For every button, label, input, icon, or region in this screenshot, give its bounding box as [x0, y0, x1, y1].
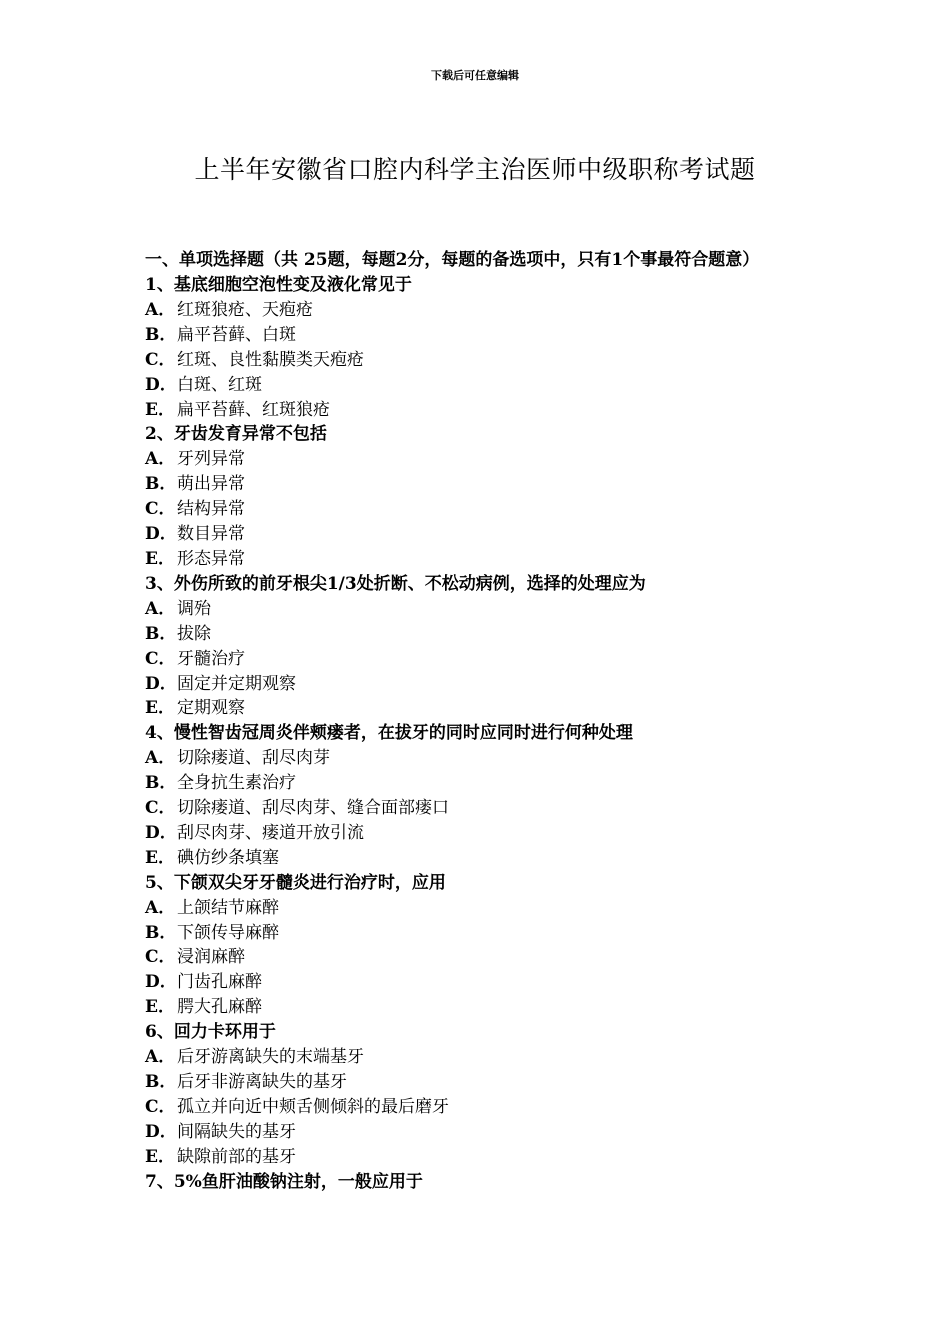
- option-text: 扁平苔藓、红斑狼疮: [177, 399, 330, 420]
- option-text: 形态异常: [177, 548, 245, 569]
- option-text: 上颌结节麻醉: [177, 897, 279, 918]
- option-letter: E．: [145, 997, 175, 1018]
- question-text: 回力卡环用于: [173, 1022, 276, 1043]
- answer-option: [145, 647, 815, 672]
- answer-option: [145, 846, 815, 871]
- option-letter: E．: [145, 1146, 175, 1167]
- option-text: 后牙非游离缺失的基牙: [177, 1072, 347, 1092]
- answer-option: [145, 970, 815, 995]
- question-text: 5%鱼肝油酸钠注射，一般应用于: [173, 1171, 423, 1192]
- page-title: 上半年安徽省口腔内科学主治医师中级职称考试题: [194, 155, 756, 184]
- option-text: 切除瘘道、刮尽肉芽: [177, 748, 330, 769]
- option-letter: C．: [145, 499, 176, 520]
- option-letter: B．: [145, 623, 177, 644]
- option-text: 下颌传导麻醉: [177, 922, 279, 943]
- answer-option: [145, 796, 815, 821]
- question-stem: [145, 721, 815, 746]
- question-number: 7、: [145, 1171, 174, 1192]
- option-letter: A．: [145, 1047, 176, 1068]
- answer-option: [145, 896, 815, 921]
- question-stem: [145, 572, 815, 597]
- option-text: 碘仿纱条填塞: [177, 847, 279, 868]
- question-stem: [145, 422, 815, 447]
- option-letter: E．: [145, 399, 175, 420]
- option-letter: C．: [145, 349, 176, 370]
- option-text: 牙列异常: [177, 449, 245, 470]
- option-text: 调殆: [177, 598, 211, 619]
- option-letter: D．: [145, 524, 177, 545]
- option-text: 后牙游离缺失的末端基牙: [177, 1047, 364, 1068]
- answer-option: [145, 1145, 815, 1170]
- option-text: 定期观察: [177, 698, 245, 719]
- section-heading: 一、单项选择题（共 25题，每题2分，每题的备选项中，只有1个事最符合题意）: [145, 250, 760, 270]
- option-text: 腭大孔麻醉: [177, 997, 262, 1018]
- header-note: 下载后可任意编辑: [431, 69, 519, 82]
- answer-option: [145, 1070, 815, 1095]
- question-stem: [145, 273, 815, 298]
- answer-option: [145, 298, 815, 323]
- question-list: [145, 248, 815, 1195]
- option-text: 白斑、红斑: [177, 374, 262, 395]
- option-letter: E．: [145, 698, 175, 719]
- question-text: 牙齿发育异常不包括: [173, 424, 327, 445]
- option-letter: D．: [145, 374, 177, 395]
- option-text: 红斑、良性黏膜类天疱疮: [177, 349, 364, 370]
- answer-option: [145, 921, 815, 946]
- option-text: 间隔缺失的基牙: [177, 1121, 296, 1142]
- answer-option: [145, 398, 815, 423]
- question-number: 1、: [145, 275, 174, 295]
- question-text: 外伤所致的前牙根尖1/3处折断、不松动病例，选择的处理应为: [173, 573, 646, 594]
- answer-option: [145, 945, 815, 970]
- answer-option: [145, 373, 815, 398]
- option-text: 牙髓治疗: [177, 648, 245, 669]
- option-letter: A．: [145, 598, 176, 619]
- answer-option: [145, 323, 815, 348]
- option-letter: D．: [145, 972, 177, 993]
- option-letter: C．: [145, 947, 176, 968]
- option-letter: E．: [145, 548, 175, 569]
- option-text: 固定并定期观察: [177, 673, 296, 694]
- option-letter: E．: [145, 847, 175, 868]
- answer-option: [145, 447, 815, 472]
- option-letter: A．: [145, 299, 176, 320]
- answer-option: [145, 771, 815, 796]
- option-text: 缺隙前部的基牙: [177, 1146, 296, 1167]
- option-letter: B．: [145, 1072, 177, 1092]
- answer-option: [145, 497, 815, 522]
- option-text: 浸润麻醉: [177, 947, 245, 968]
- option-letter: A．: [145, 449, 176, 470]
- option-text: 红斑狼疮、天疱疮: [177, 299, 313, 320]
- option-letter: B．: [145, 474, 177, 495]
- answer-option: [145, 622, 815, 647]
- option-letter: C．: [145, 798, 176, 819]
- question-number: 3、: [145, 573, 174, 594]
- question-stem: [145, 871, 815, 896]
- option-letter: D．: [145, 1121, 177, 1142]
- option-letter: B．: [145, 773, 177, 794]
- question-number: 4、: [145, 723, 174, 744]
- option-letter: A．: [145, 748, 176, 769]
- option-letter: D．: [145, 673, 177, 694]
- question-number: 6、: [145, 1022, 174, 1043]
- answer-option: [145, 995, 815, 1020]
- question-text: 基底细胞空泡性变及液化常见于: [173, 275, 412, 295]
- answer-option: [145, 696, 815, 721]
- question-stem: [145, 1170, 815, 1195]
- option-text: 拔除: [177, 623, 211, 644]
- question-text: 下颌双尖牙牙髓炎进行治疗时，应用: [173, 872, 446, 893]
- answer-option: [145, 1095, 815, 1120]
- option-text: 切除瘘道、刮尽肉芽、缝合面部瘘口: [177, 798, 449, 819]
- answer-option: [145, 547, 815, 572]
- option-letter: B．: [145, 324, 177, 345]
- answer-option: [145, 1120, 815, 1145]
- option-letter: C．: [145, 648, 176, 669]
- option-text: 数目异常: [177, 524, 245, 545]
- answer-option: [145, 672, 815, 697]
- answer-option: [145, 746, 815, 771]
- option-text: 结构异常: [177, 499, 245, 520]
- question-number: 2、: [145, 424, 174, 445]
- option-letter: D．: [145, 822, 177, 843]
- option-text: 全身抗生素治疗: [177, 773, 296, 794]
- answer-option: [145, 821, 815, 846]
- answer-option: [145, 472, 815, 497]
- questions-container: [145, 273, 815, 1195]
- option-text: 萌出异常: [177, 474, 245, 495]
- option-letter: A．: [145, 897, 176, 918]
- option-letter: C．: [145, 1096, 176, 1117]
- option-text: 扁平苔藓、白斑: [177, 324, 296, 345]
- question-stem: [145, 1020, 815, 1045]
- answer-option: [145, 1045, 815, 1070]
- option-text: 孤立并向近中颊舌侧倾斜的最后磨牙: [177, 1096, 449, 1117]
- option-text: 刮尽肉芽、瘘道开放引流: [177, 822, 364, 843]
- option-letter: B．: [145, 922, 177, 943]
- answer-option: [145, 522, 815, 547]
- option-text: 门齿孔麻醉: [177, 972, 262, 993]
- question-text: 慢性智齿冠周炎伴颊瘘者，在拔牙的同时应同时进行何种处理: [173, 723, 633, 744]
- question-number: 5、: [145, 872, 174, 893]
- answer-option: [145, 597, 815, 622]
- answer-option: [145, 348, 815, 373]
